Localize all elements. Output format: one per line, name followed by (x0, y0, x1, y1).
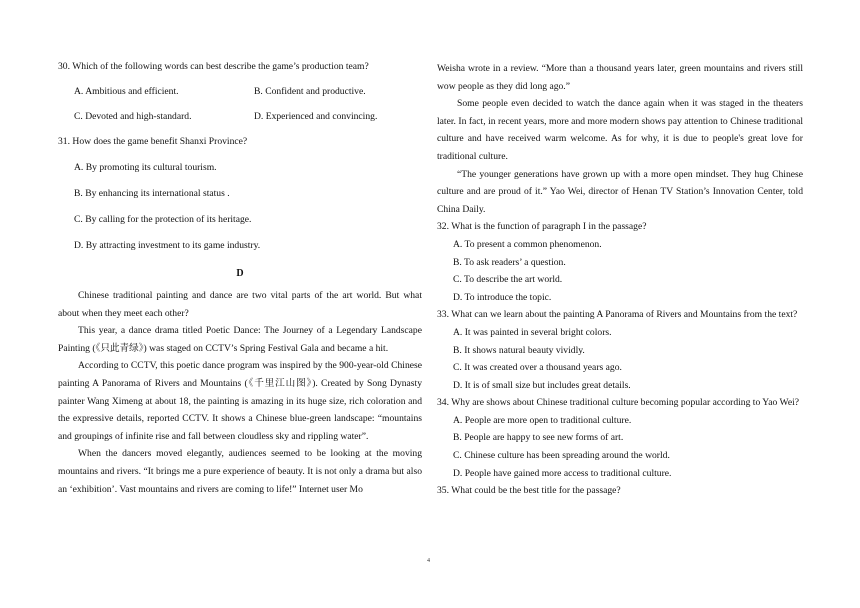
paragraph: Weisha wrote in a review. “More than a thousand years later, green mountains and rivers still wow people as they did long ago.” (437, 63, 803, 92)
question-30 (58, 58, 422, 125)
question-stem: 32. What is the function of paragraph I in the passage? (437, 221, 647, 233)
paragraph: Chinese traditional painting and dance are two vital parts of the art world. But what about when they meet each other? (58, 290, 422, 319)
question-stem: 30. Which of the following words can best describe the game’s production team? (58, 61, 369, 72)
question-32 (437, 218, 803, 306)
question-35 (437, 482, 803, 500)
right-column (437, 60, 803, 500)
option-b: B. Confident and productive. (254, 86, 366, 97)
question-33 (437, 306, 803, 394)
paragraph: This year, a dance drama titled Poetic Dance: The Journey of a Legendary Landscape Painting (《只此青绿》) was staged on CCTV’s Spring Festival Gala and became a hit. (58, 325, 422, 354)
option-c: C. To describe the art world. (453, 274, 563, 286)
paragraph: “The younger generations have grown up with a more open mindset. They hug Chinese culture and are proud of it.” Yao Wei, director of Henan TV Station’s Innovation Center, told China Daily. (437, 168, 803, 215)
question-stem: 33. What can we learn about the painting A Panorama of Rivers and Mountains from the text? (437, 309, 798, 321)
option-b: B. To ask readers’ a question. (453, 256, 566, 268)
option-b: B. It shows natural beauty vividly. (453, 344, 585, 356)
paragraph: Some people even decided to watch the dance again when it was staged in the theaters later. In fact, in recent years, more and more modern shows pay attention to Chinese traditional culture and have received warm welcome. As for why, it is due to people's great love for traditional culture. (437, 98, 803, 162)
options-row (58, 83, 422, 100)
option-c: C. Chinese culture has been spreading around the world. (453, 450, 670, 462)
question-31 (58, 133, 422, 254)
options-row (58, 108, 422, 125)
question-stem: 34. Why are shows about Chinese traditional culture becoming popular according to Yao Wei? (437, 397, 800, 409)
passage-left (58, 287, 422, 498)
option-a: A. People are more open to traditional culture. (453, 414, 632, 426)
option-c: C. Devoted and high-standard. (74, 111, 192, 122)
paragraph: According to CCTV, this poetic dance program was inspired by the 900-year-old Chinese painting A Panorama of Rivers and Mountains (《千里江山图》). Created by Song Dynasty painter Wang Ximeng at about 18, the painting is amazing in its huge size, rich coloration and the expressive details, reported CCTV. It shows a Chinese blue-green landscape: “mountains and groupings of infinite rise and fall between cloudless sky and rippling water”. (58, 360, 422, 442)
option-d: D. People have gained more access to traditional culture. (453, 467, 672, 479)
question-stem: 31. How does the game benefit Shanxi Province? (58, 136, 248, 147)
paragraph: When the dancers moved elegantly, audiences seemed to be looking at the moving mountains and rivers. “It brings me a pure experience of beauty. It is not only a drama but also an ‘exhibition’. Vast mountains and rivers are coming to life!” Internet user Mo (58, 448, 422, 495)
option-b: B. By enhancing its international status . (74, 188, 230, 199)
option-a: A. Ambitious and efficient. (74, 86, 179, 97)
option-d: D. Experienced and convincing. (254, 111, 378, 122)
question-34 (437, 394, 803, 482)
option-a: A. It was painted in several bright colors. (453, 326, 612, 338)
option-a: A. By promoting its cultural tourism. (74, 162, 217, 173)
page-number: 4 (427, 558, 430, 564)
section-title: D (236, 268, 244, 279)
option-d: D. To introduce the topic. (453, 291, 552, 303)
option-d: D. By attracting investment to its game industry. (74, 240, 261, 251)
option-c: C. By calling for the protection of its heritage. (74, 214, 252, 225)
option-c: C. It was created over a thousand years ago. (453, 362, 622, 374)
left-column (58, 58, 422, 498)
question-stem: 35. What could be the best title for the passage? (437, 485, 621, 497)
option-d: D. It is of small size but includes great details. (453, 379, 631, 391)
option-b: B. People are happy to see new forms of art. (453, 432, 624, 444)
option-a: A. To present a common phenomenon. (453, 238, 602, 250)
